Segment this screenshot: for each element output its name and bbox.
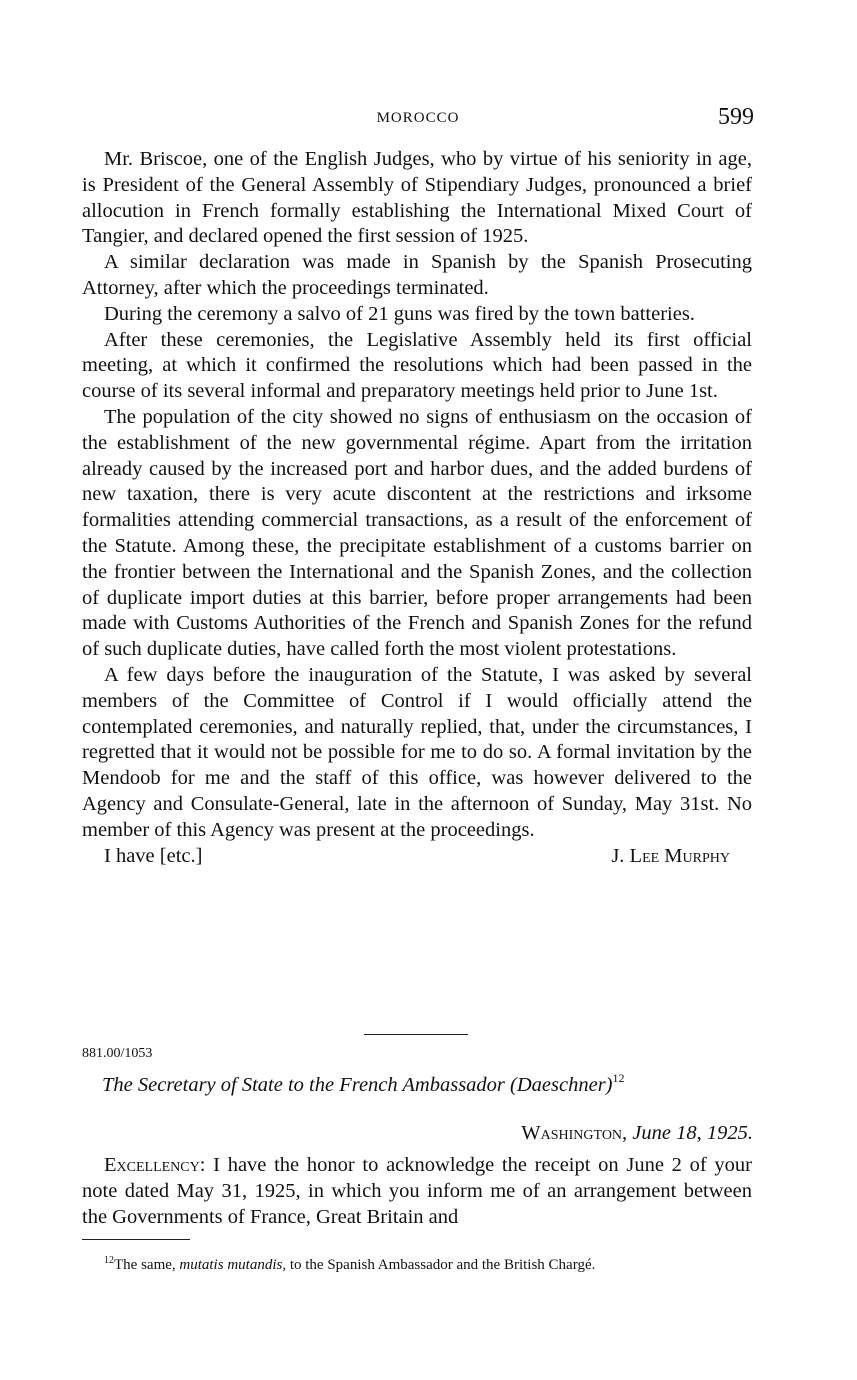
dateline-date: June 18, 1925. bbox=[632, 1122, 753, 1144]
paragraph: After these ceremonies, the Legislative Assembly held its first official meeting, at which it confirmed the resolutions which had been passed in the course of its several informal and preparatory meetings held prior to June 1st. bbox=[82, 328, 752, 403]
footnote-reference: 12 bbox=[612, 1071, 625, 1085]
salutation: Excellency: bbox=[104, 1154, 206, 1176]
paragraph: The population of the city showed no signs of enthusiasm on the occasion of the establishment of the new governmental régime. Apart from the irritation already caused by the increased port and harbor dues, and the added burdens of new taxation, there is very acute discontent at the restrictions and irksome formalities attending commercial transactions, as a result of the enforcement of the Statute. Among these, the precipitate establishment of a customs barrier on the frontier between the International and the Spanish Zones, and the collection of duplicate import duties at this barrier, before proper arrangements had been made with Customs Authorities of the French and Spanish Zones for the refund of such duplicate duties, have called forth the most violent protestations. bbox=[82, 405, 752, 661]
paragraph: During the ceremony a salvo of 21 guns was fired by the town batteries. bbox=[104, 302, 695, 325]
paragraph: A similar declaration was made in Spanish by the Spanish Prosecuting Attorney, after which the proceedings terminated. bbox=[82, 251, 752, 299]
footnote-text-after: to the Spanish Ambassador and the British Chargé. bbox=[286, 1257, 596, 1273]
footnote-marker: 12 bbox=[104, 1255, 114, 1266]
footnote-divider bbox=[82, 1239, 190, 1240]
footnote bbox=[82, 1251, 752, 1275]
closing-line bbox=[82, 844, 752, 870]
paragraph: Mr. Briscoe, one of the English Judges, who by virtue of his seniority in age, is President of the General Assembly of Stipendiary Judges, pronounced a brief allocution in French formally establishing the International Mixed Court of Tangier, and declared opened the first session of 1925. bbox=[82, 148, 752, 248]
page-number: 599 bbox=[718, 104, 754, 130]
document-title-text: The Secretary of State to the French Ambassador (Daeschner) bbox=[102, 1074, 613, 1096]
document-title bbox=[102, 1071, 625, 1097]
letter-text: I have the honor to acknowledge the receipt on June 2 of your note dated May 31, 1925, in which you inform me of an arrangement between the Governments of France, Great Britain and bbox=[82, 1154, 752, 1228]
footnote-italic: mutatis mutandis, bbox=[179, 1257, 287, 1273]
file-number: 881.00/1053 bbox=[82, 1046, 153, 1061]
paragraph: A few days before the inauguration of the Statute, I was asked by several members of the Committee of Control if I would officially attend the contemplated ceremonies, and naturally replied, that, under the circumstances, I regretted that it would not be possible for me to do so. A formal invitation by the Mendoob for me and the staff of this office, was however delivered to the Agency and Consulate-General, late in the afternoon of Sunday, May 31st. No member of this Agency was present at the proceedings. bbox=[82, 663, 752, 841]
body-text bbox=[82, 147, 752, 870]
complimentary-close: I have [etc.] bbox=[104, 844, 203, 867]
running-title: MOROCCO bbox=[376, 110, 460, 126]
letter-paragraph bbox=[82, 1153, 752, 1230]
letter-body bbox=[82, 1153, 752, 1230]
dateline bbox=[521, 1122, 753, 1145]
signature: J. Lee Murphy bbox=[611, 844, 730, 867]
footnote-text-before: The same, bbox=[114, 1257, 180, 1273]
section-divider bbox=[364, 1034, 468, 1035]
running-head bbox=[82, 104, 754, 134]
dateline-place: Washington, bbox=[521, 1122, 628, 1144]
